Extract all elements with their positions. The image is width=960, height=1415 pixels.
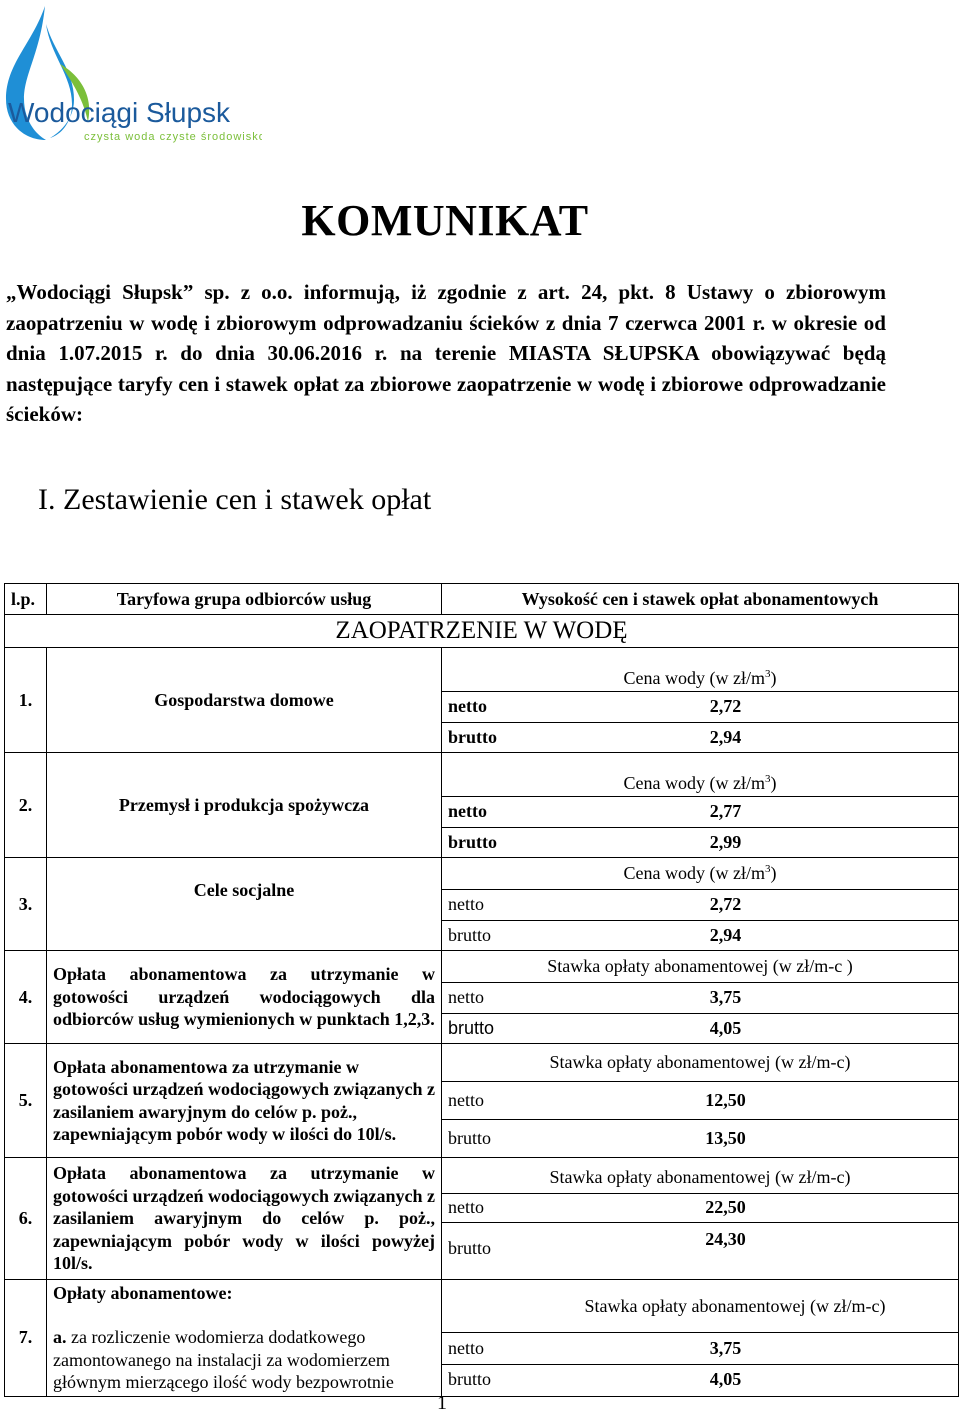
table-row — [5, 1158, 959, 1280]
brutto-value: 2,94 — [709, 726, 742, 747]
table-row — [5, 648, 959, 753]
brutto-value: 2,99 — [709, 831, 742, 852]
row-group: Cele socjalne — [47, 858, 442, 951]
netto-label: netto — [448, 1090, 484, 1110]
brutto-value: 13,50 — [705, 1127, 746, 1148]
header-rates: Wysokość cen i stawek opłat abonamentowych — [442, 584, 959, 615]
netto-label: netto — [448, 696, 487, 717]
row-number: 2. — [5, 753, 47, 858]
table-header-row — [5, 584, 959, 615]
netto-label: netto — [448, 1197, 484, 1218]
netto-value: 22,50 — [705, 1197, 746, 1218]
brutto-label: brutto — [448, 1017, 495, 1038]
brutto-label: brutto — [448, 726, 497, 747]
brutto-value: 24,30 — [705, 1228, 746, 1249]
row-group: Gospodarstwa domowe — [47, 648, 442, 753]
table-row — [5, 1044, 959, 1158]
brutto-label: brutto — [448, 1238, 491, 1259]
row-number: 1. — [5, 648, 47, 753]
header-group: Taryfowa grupa odbiorców usług — [47, 584, 442, 615]
brutto-label: brutto — [448, 1369, 491, 1390]
brutto-label: brutto — [448, 924, 491, 945]
table-row — [5, 858, 959, 951]
tariff-table — [4, 583, 959, 1397]
svg-text:Wodociągi Słupsk: Wodociągi Słupsk — [8, 97, 231, 128]
netto-value: 2,72 — [709, 894, 742, 915]
netto-label: netto — [448, 894, 484, 915]
brutto-label: brutto — [448, 831, 497, 852]
brutto-value: 2,94 — [709, 924, 742, 945]
unit-label: Cena wody (w $zł/m^3$) — [623, 863, 777, 884]
brutto-value: 4,05 — [709, 1017, 742, 1038]
netto-value: 2,77 — [709, 801, 742, 822]
unit-label: Cena wody (w $zł/m^3$) — [623, 773, 777, 794]
svg-text:czysta woda czyste środowisko: czysta woda czyste środowisko — [84, 131, 262, 143]
netto-label: netto — [448, 1337, 484, 1358]
netto-label: netto — [448, 987, 484, 1008]
header-lp: l.p. — [5, 584, 47, 615]
unit-label: Cena wody (w $zł/m^3$) — [623, 668, 777, 689]
row-number: 5. — [5, 1044, 47, 1158]
row-group: Opłata abonamentowa za utrzymanie w gotowości urządzeń wodociągowych związanych z zasilaniem awaryjnym do celów p. poż., zapewniającym pobór wody w ilości do 10l/s. — [47, 1044, 442, 1158]
sub-item: a. za rozliczenie wodomierza dodatkowego zamontowanego na instalacji za wodomierzem głównym mierzącego ilość wody bezpowrotnie — [53, 1327, 394, 1392]
brutto-value: 4,05 — [709, 1369, 742, 1390]
netto-label: netto — [448, 801, 487, 822]
section-heading: I. Zestawienie cen i stawek opłat — [38, 483, 432, 516]
unit-label: Stawka opłaty abonamentowej (w zł/m-c) — [549, 1052, 851, 1073]
band-water-supply: ZAOPATRZENIE W WODĘ — [5, 615, 959, 648]
row-number: 4. — [5, 951, 47, 1044]
table-row — [5, 753, 959, 858]
company-logo — [2, 4, 262, 154]
row-number: 6. — [5, 1158, 47, 1280]
netto-value: 12,50 — [705, 1090, 746, 1110]
row-group: Opłaty abonamentowe: — [53, 1282, 233, 1303]
page-number: 1 — [437, 1392, 447, 1414]
table-row — [5, 951, 959, 1044]
unit-label: Stawka opłaty abonamentowej (w zł/m-c ) — [547, 956, 853, 977]
row-group: Opłata abonamentowa za utrzymanie w gotowości urządzeń wodociągowych dla odbiorców usług wymienionych w punktach 1,2,3. — [47, 951, 442, 1044]
page-title: KOMUNIKAT — [301, 196, 589, 245]
row-number: 3. — [5, 858, 47, 951]
row-group: Opłata abonamentowa za utrzymanie w gotowości urządzeń wodociągowych związanych z zasilaniem awaryjnym do celów p. poż., zapewniającym pobór wody w ilości powyżej 10l/s. — [47, 1158, 442, 1280]
netto-value: 3,75 — [709, 987, 742, 1008]
unit-label: Stawka opłaty abonamentowej (w zł/m-c) — [549, 1166, 851, 1187]
intro-paragraph: „Wodociągi Słupsk” sp. z o.o. informują, iż zgodnie z art. 24, pkt. 8 Ustawy o zbiorowym zaopatrzeniu w wodę i zbiorowym odprowadzaniu ścieków z dnia 7 czerwca 2001 r. w okresie od dnia 1.07.2015 r. do dnia 30.06.2016 r. na terenie MIASTA SŁUPSKA obowiązywać będą następujące taryfy cen i stawek opłat za zbiorowe zaopatrzenie w wodę i zbiorowe odprowadzanie ścieków: — [6, 280, 886, 427]
row-number: 7. — [5, 1279, 47, 1396]
brutto-label: brutto — [448, 1127, 491, 1148]
row-group: Przemysł i produkcja spożywcza — [47, 753, 442, 858]
unit-label: Stawka opłaty abonamentowej (w zł/m-c) — [584, 1295, 886, 1316]
netto-value: 3,75 — [709, 1337, 742, 1358]
table-row — [5, 1279, 959, 1396]
netto-value: 2,72 — [709, 696, 742, 717]
